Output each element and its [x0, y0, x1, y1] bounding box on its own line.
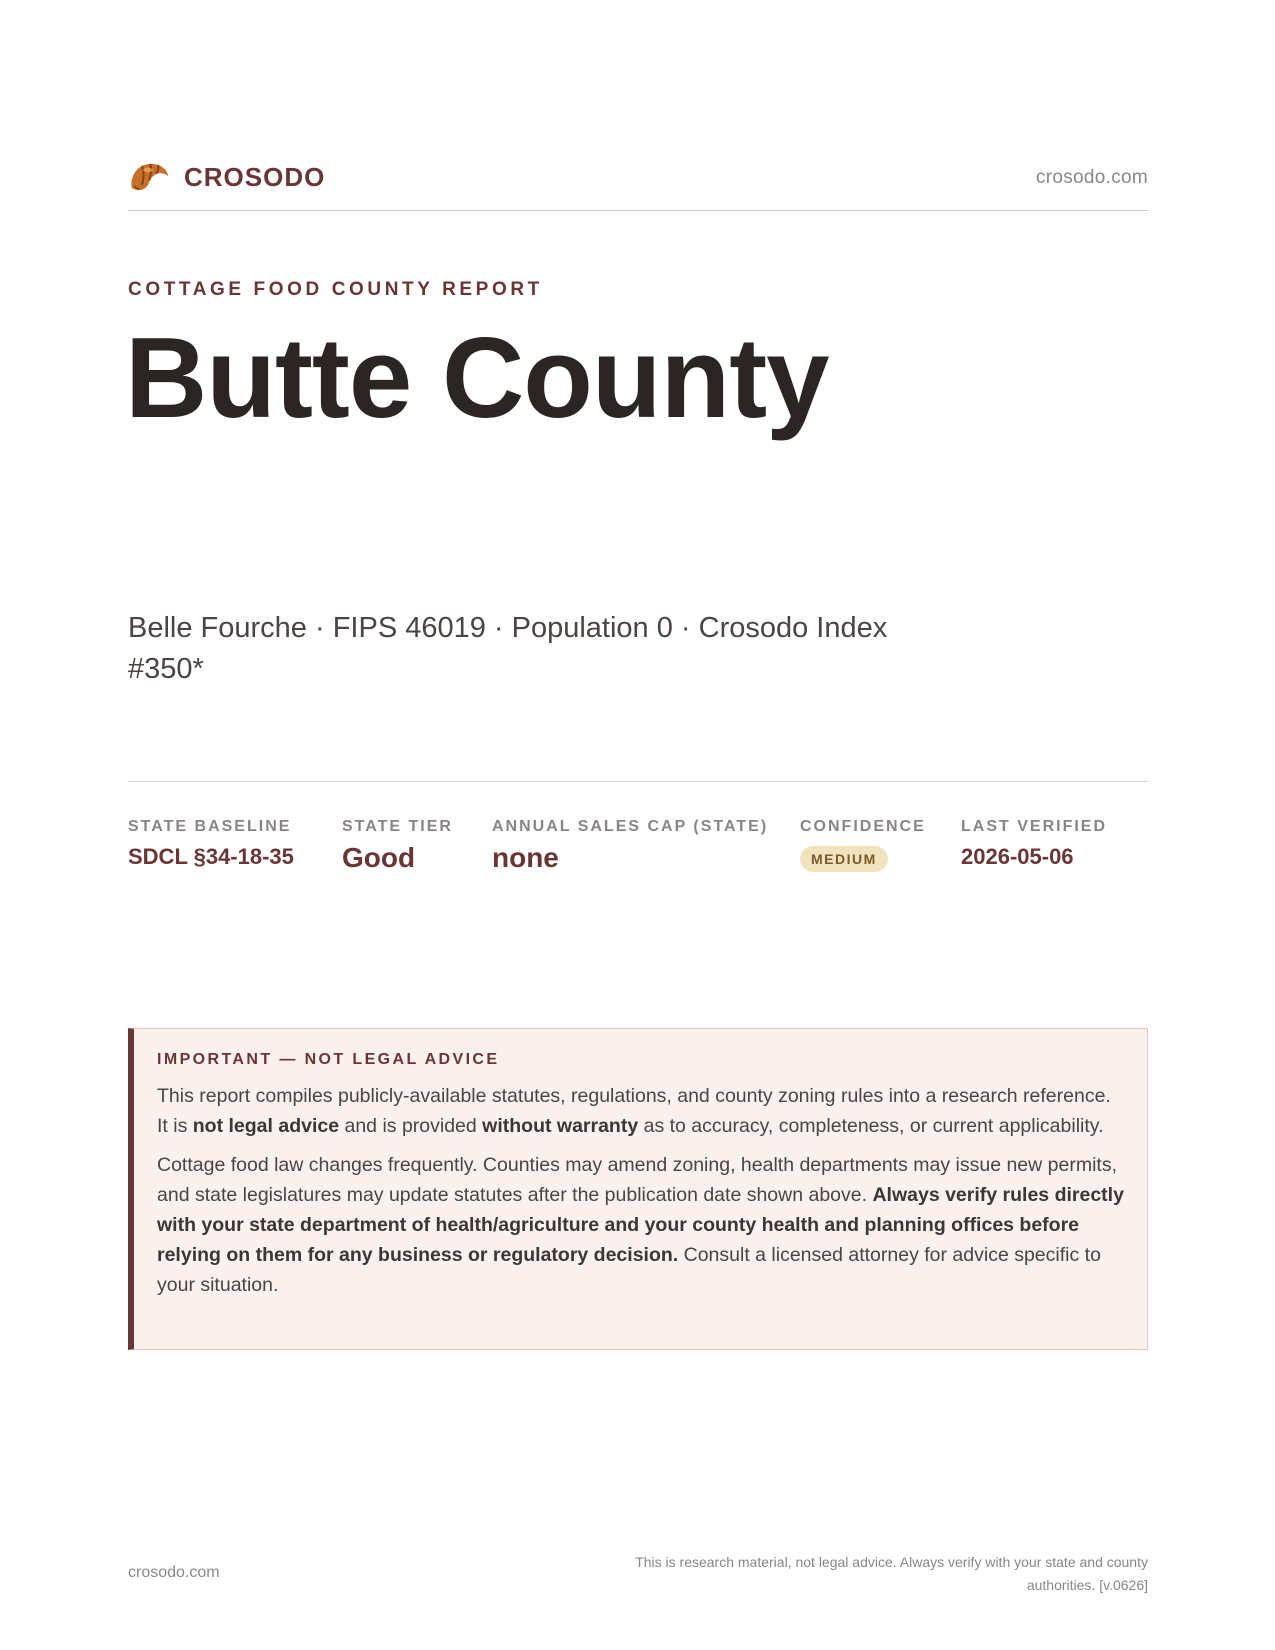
metric-state-baseline: [128, 818, 294, 870]
disclaimer-title: IMPORTANT — NOT LEGAL ADVICE: [157, 1051, 500, 1068]
footer-site[interactable]: crosodo.com: [128, 1564, 220, 1581]
metric-label: ANNUAL SALES CAP (STATE): [492, 818, 769, 835]
header-divider: [128, 210, 1148, 211]
footer-disclaimer: This is research material, not legal advice. Always verify with your state and county authorities. [v.0626]: [635, 1554, 1148, 1593]
text: and is provided: [339, 1115, 483, 1137]
disclaimer-paragraph: [157, 1081, 1125, 1141]
croissant-icon: [128, 158, 170, 196]
metric-label: LAST VERIFIED: [961, 818, 1108, 835]
metric-confidence: [800, 818, 926, 872]
metric-value: SDCL §34-18-35: [128, 844, 294, 869]
brand-name: CROSODO: [184, 161, 326, 192]
report-page: [125, 0, 1148, 1650]
metric-value: none: [492, 842, 559, 873]
metrics-row: [128, 818, 1148, 888]
emphasis: without warranty: [482, 1115, 639, 1137]
confidence-badge: MEDIUM: [800, 846, 888, 872]
text: This report compiles publicly-available statutes, regulations, and county zoning rules into a research reference. It is: [157, 1085, 1111, 1137]
report-eyebrow: COTTAGE FOOD COUNTY REPORT: [128, 279, 543, 300]
metric-last-verified: [961, 818, 1107, 870]
county-subtitle: Belle Fourche · FIPS 46019 · Population 0 · Crosodo Index #350*: [128, 612, 888, 685]
legal-disclaimer: [128, 1028, 1148, 1350]
metric-label: STATE TIER: [342, 818, 453, 835]
disclaimer-paragraph: [157, 1150, 1125, 1300]
metric-label: STATE BASELINE: [128, 818, 292, 835]
emphasis: not legal advice: [192, 1115, 340, 1137]
header-bar: [128, 158, 1148, 210]
metric-sales-cap: [492, 818, 768, 874]
text: Cottage food law changes frequently. Counties may amend zoning, health departments may issue new permits, and state legislatures may update statutes after the publication date shown above.: [157, 1154, 1117, 1206]
metric-label: CONFIDENCE: [800, 818, 926, 835]
section-divider: [128, 781, 1148, 782]
text: as to accuracy, completeness, or current applicability.: [638, 1115, 1104, 1137]
metric-value: Good: [342, 842, 416, 873]
page-title: Butte County: [125, 315, 829, 442]
brand[interactable]: [128, 158, 325, 196]
text: Consult a licensed attorney for advice specific to your situation.: [157, 1244, 1101, 1296]
site-link[interactable]: crosodo.com: [1035, 167, 1148, 188]
emphasis: Always verify rules directly with your state department of health/agriculture and your county health and planning offices before relying on them for any business or regulatory decision.: [157, 1184, 1124, 1266]
metric-state-tier: [342, 818, 453, 874]
metric-value: 2026-05-06: [961, 844, 1074, 869]
